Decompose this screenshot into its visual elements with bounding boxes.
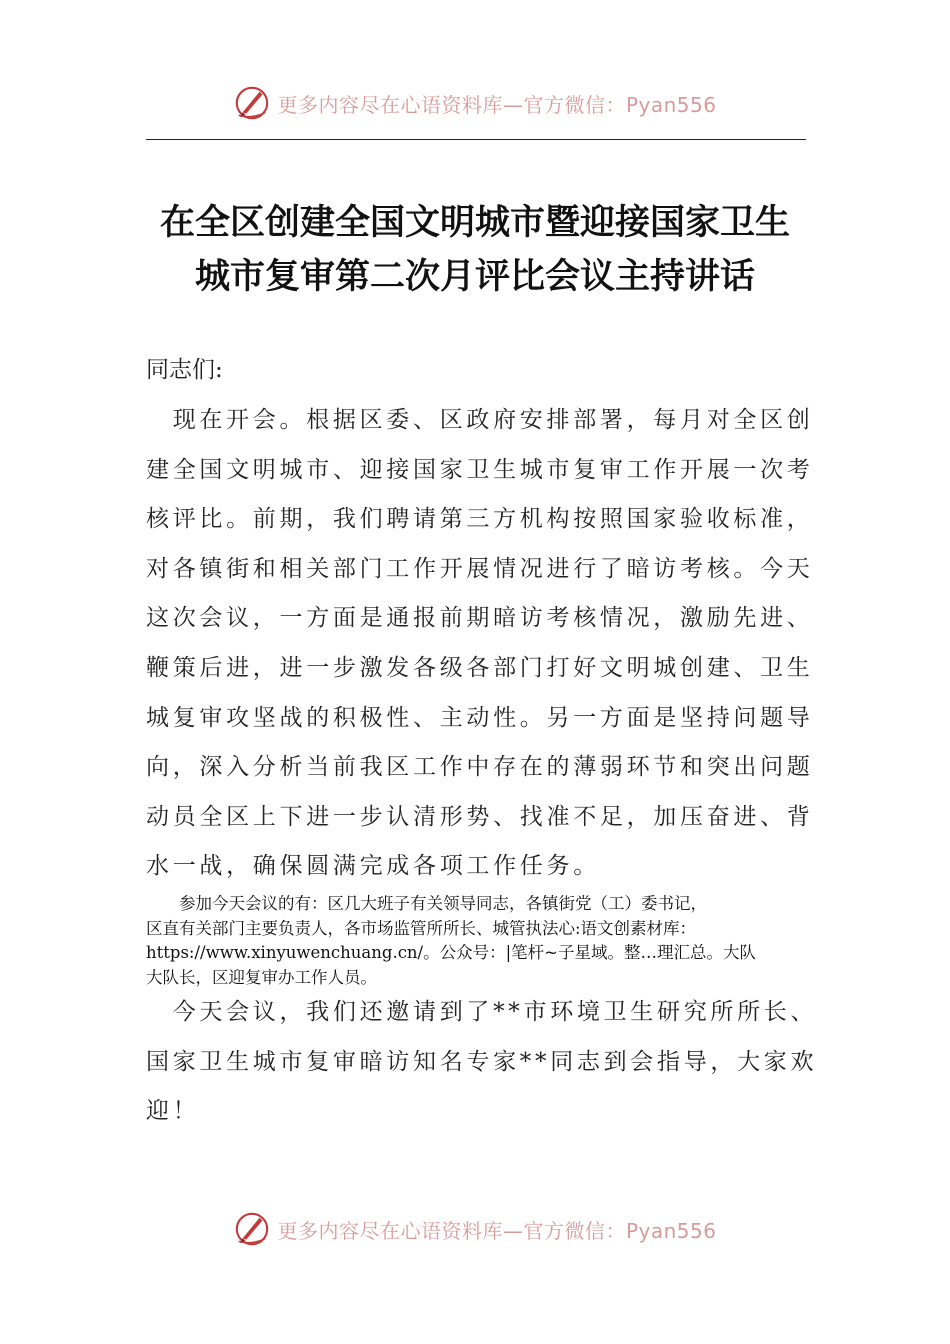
text-line: 对各镇街和相关部门工作开展情况进行了暗访考核。今天 (146, 555, 814, 582)
text-line: 参加今天会议的有：区几大班子有关领导同志，各镇街党（工）委书记， (146, 894, 707, 913)
footer-banner (0, 1204, 950, 1254)
header-banner (0, 78, 950, 128)
banner-text: 更多内容尽在心语资料库—官方微信：Pyan556 (277, 92, 717, 117)
text-line: https://www.xinyuwenchuang.cn/。公众号：|笔杆~子星域。整…理汇总。大队 (146, 943, 757, 962)
text-line: 水一战，确保圆满完成各项工作任务。 (146, 853, 600, 880)
text-line: 城复审攻坚战的积极性、主动性。另一方面是坚持问题导 (146, 704, 814, 731)
quill-pen-icon (233, 1210, 271, 1248)
text-line: 核评比。前期，我们聘请第三方机构按照国家验收标准， (146, 506, 814, 533)
banner-text: 更多内容尽在心语资料库—官方微信：Pyan556 (277, 1218, 717, 1243)
text-line: 迎！ (146, 1098, 200, 1125)
text-line: 现在开会。根据区委、区政府安排部署，每月对全区创 (146, 407, 814, 433)
text-line: 动员全区上下进一步认清形势、找准不足，加压奋进、背 (146, 803, 814, 830)
greeting: 同志们: (146, 357, 223, 383)
paragraph-attendees (146, 892, 816, 990)
text-line: 向，深入分析当前我区工作中存在的薄弱环节和突出问题 (146, 754, 814, 781)
text-line: 建全国文明城市、迎接国家卫生城市复审工作开展一次考 (146, 456, 814, 483)
text-line: 区直有关部门主要负责人，各市场监管所所长、城管执法心:语文创素材库： (146, 918, 697, 938)
text-line: 国家卫生城市复审暗访知名专家**同志到会指导，大家欢 (146, 1048, 818, 1075)
quill-pen-icon (233, 84, 271, 122)
title-line: 在全区创建全国文明城市暨迎接国家卫生 (159, 203, 790, 243)
title-line: 城市复审第二次月评比会议主持讲话 (194, 257, 755, 297)
document-title (120, 196, 830, 304)
header-divider (146, 139, 806, 140)
text-line: 这次会议，一方面是通报前期暗访考核情况，激励先进、 (146, 605, 814, 632)
text-line: 鞭策后进，进一步激发各级各部门打好文明城创建、卫生 (146, 654, 814, 681)
text-line: 今天会议，我们还邀请到了**市环境卫生研究所所长、 (146, 999, 818, 1025)
paragraph-opening (146, 396, 814, 892)
text-line: 大队长，区迎复审办工作人员。 (146, 967, 377, 987)
paragraph-guests (146, 988, 818, 1137)
